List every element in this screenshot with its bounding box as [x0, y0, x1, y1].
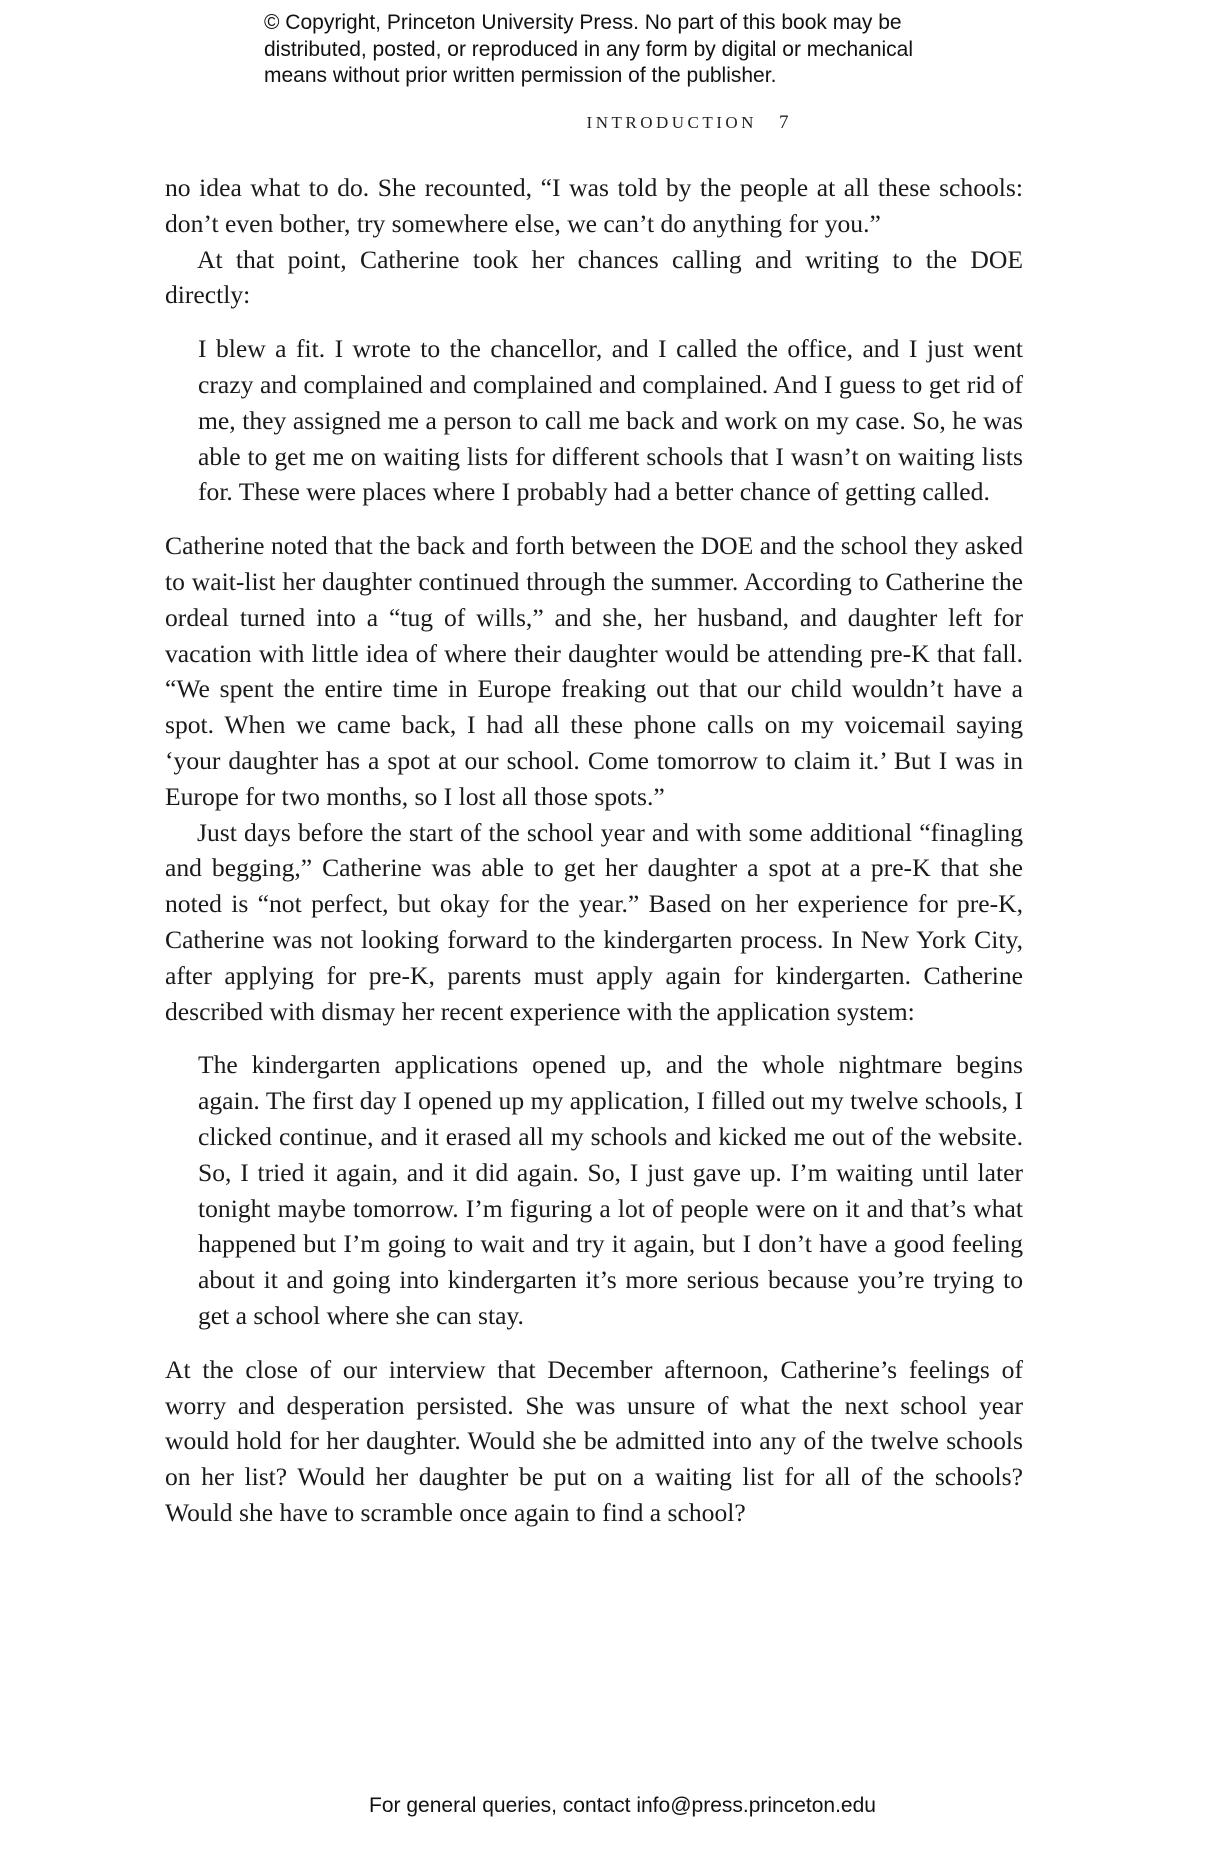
copyright-line-3: means without prior written permission of the publisher.: [264, 64, 777, 87]
paragraph: Catherine noted that the back and forth between the DOE and the school they asked to wait-list her daughter continued through the summer. According to Catherine the ordeal turned into a “tug of wills,” and she, her husband, and daughter left for vacation with little idea of where their daughter would be attending pre-K that fall. “We spent the entire time in Europe freaking out that our child wouldn’t have a spot. When we came back, I had all these phone calls on my voicemail saying ‘your daughter has a spot at our school. Come tomorrow to claim it.’ But I was in Europe for two months, so I lost all those spots.”: [165, 531, 1023, 811]
paragraph: At the close of our interview that December afternoon, Catherine’s feelings of worry and desperation persisted. She was unsure of what the next school year would hold for her daughter. Would she be admitted into any of the twelve schools on her list? Would her daughter be put on a waiting list for all of the schools? Would she have to scramble once again to find a school?: [165, 1354, 1023, 1527]
copyright-line-2: distributed, posted, or reproduced in any form by digital or mechanical: [264, 37, 914, 61]
paragraph: At that point, Catherine took her chances calling and writing to the DOE directly:: [165, 244, 1023, 310]
footer-contact: For general queries, contact info@press.princeton.edu: [369, 1794, 876, 1817]
block-quote: The kindergarten applications opened up, and the whole nightmare begins again. The first day I opened up my application, I filled out my twelve schools, I clicked continue, and it erased all my schools and kicked me out of the website. So, I tried it again, and it did again. So, I just gave up. I’m waiting until later tonight maybe tomorrow. I’m figuring a lot of people were on it and that’s what happened but I’m going to wait and try it again, but I don’t have a good feeling about it and going into kindergarten it’s more serious because you’re trying to get a school where she can stay.: [198, 1050, 1023, 1330]
copyright-line-1: © Copyright, Princeton University Press. No part of this book may be: [264, 11, 902, 34]
page-number: 7: [778, 112, 789, 133]
page-body: [165, 170, 1023, 1531]
block-quote: I blew a fit. I wrote to the chancellor, and I called the office, and I just went crazy and complained and complained and complained. And I guess to get rid of me, they assigned me a person to call me back and work on my case. So, he was able to get me on waiting lists for different schools that I wasn’t on waiting lists for. These were places where I probably had a better chance of getting called.: [198, 334, 1023, 507]
copyright-notice: [264, 10, 984, 90]
paragraph-continued: no idea what to do. She recounted, “I was told by the people at all these schools: don’t even bother, try somewhere else, we can’t do anything for you.”: [165, 173, 1023, 238]
section-title: INTRODUCTION: [586, 113, 757, 132]
paragraph: Just days before the start of the school year and with some additional “finagling and begging,” Catherine was able to get her daughter a spot at a pre-K that she noted is “not perfect, but okay for the year.” Based on her experience for pre-K, Catherine was not looking forward to the kindergarten process. In New York City, after applying for pre-K, parents must apply again for kindergarten. Catherine described with dismay her recent experience with the application system:: [165, 817, 1023, 1026]
running-head: [0, 112, 1225, 134]
